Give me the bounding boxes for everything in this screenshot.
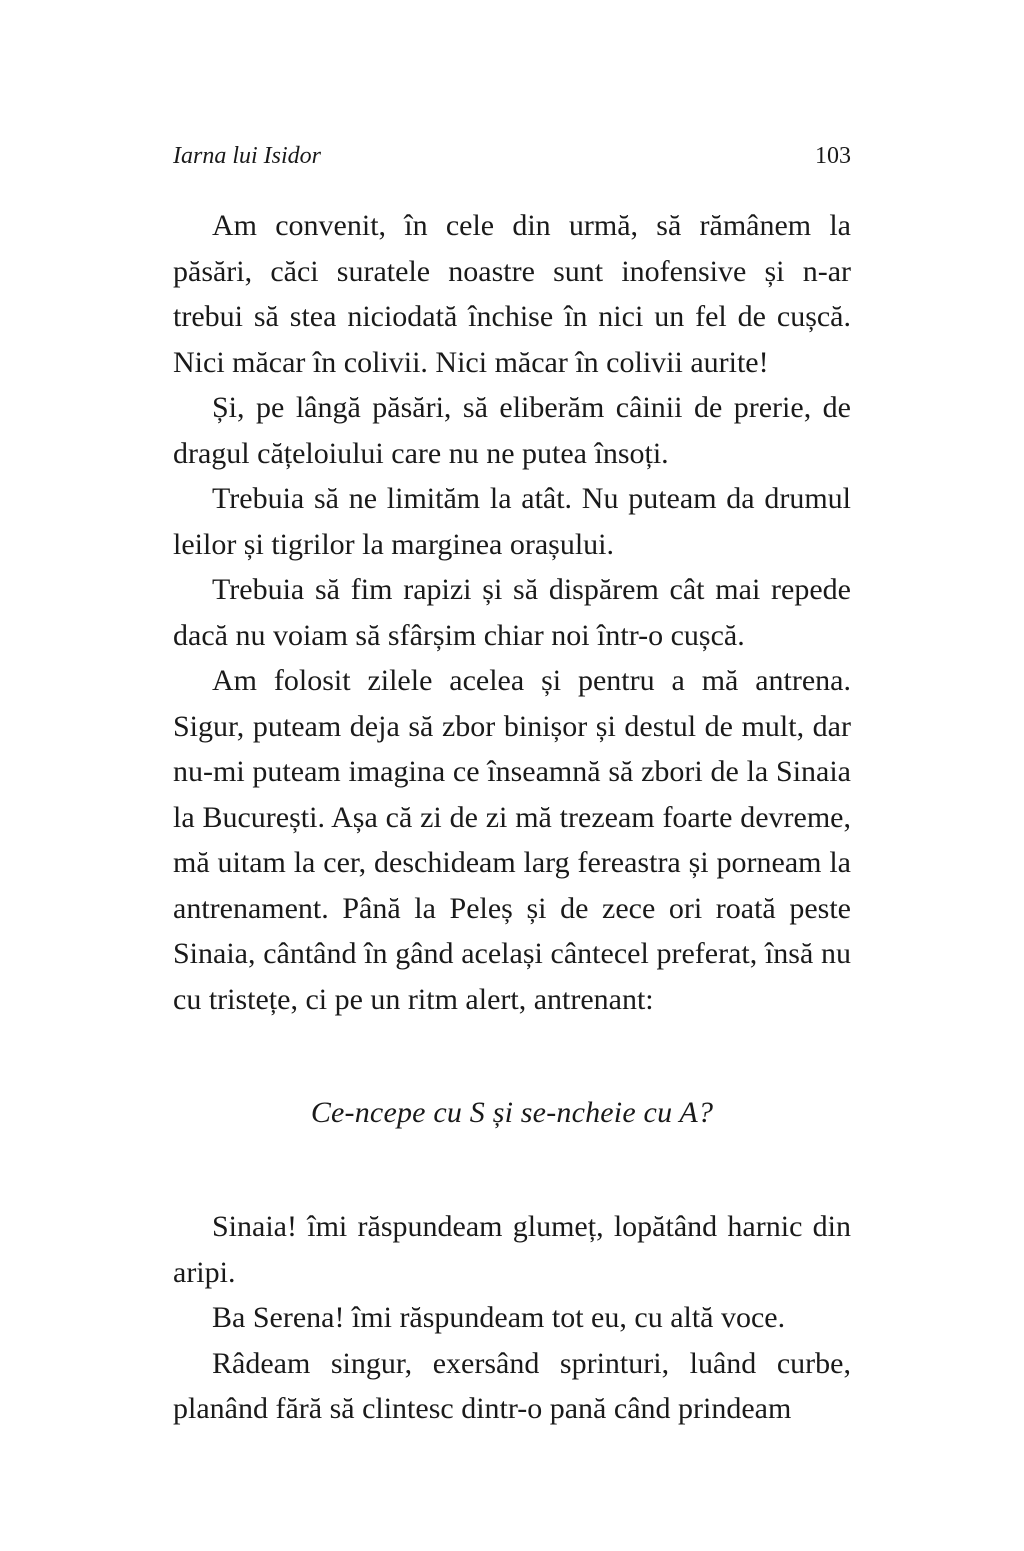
paragraph: Și, pe lângă păsări, să eliberăm câinii de prerie, de dragul cățeloiului care nu ne putea însoți.: [173, 391, 851, 470]
paragraph: Ba Serena! îmi răspundeam tot eu, cu altă voce.: [212, 1301, 786, 1334]
running-title: Iarna lui Isidor: [173, 143, 322, 169]
body-text: [173, 203, 851, 1432]
paragraph: Trebuia să fim rapizi și să dispărem cât mai repede dacă nu voiam să sfârșim chiar noi într-o cușcă.: [173, 573, 851, 652]
running-header: [173, 138, 851, 174]
verse-line: Ce-ncepe cu S și se-ncheie cu A?: [310, 1096, 714, 1129]
paragraph: Sinaia! îmi răspundeam glumeț, lopătând harnic din aripi.: [173, 1210, 851, 1289]
paragraph: Trebuia să ne limităm la atât. Nu puteam da drumul leilor și tigrilor la marginea orașului.: [173, 482, 851, 561]
page-number: 103: [815, 143, 851, 169]
paragraph: Am convenit, în cele din urmă, să rămânem la păsări, căci suratele noastre sunt inofensive și n-ar trebui să stea niciodată închise în nici un fel de cușcă. Nici măcar în colivii. Nici măcar în colivii aurite!: [173, 209, 851, 379]
paragraph: Râdeam singur, exersând sprinturi, luând curbe, planând fără să clintesc dintr-o pană când prindeam: [173, 1346, 851, 1425]
paragraph: Am folosit zilele acelea și pentru a mă antrena. Sigur, puteam deja să zbor binișor și destul de mult, dar nu-mi puteam imagina ce înseamnă să zbori de la Sinaia la București. Așa că zi de zi mă trezeam foarte devreme, mă uitam la cer, deschideam larg fereastra și porneam la antrenament. Până la Peleș și de zece ori roată peste Sinaia, cântând în gând același cântecel preferat, însă nu cu tristețe, ci pe un ritm alert, antrenant:: [173, 664, 851, 1016]
